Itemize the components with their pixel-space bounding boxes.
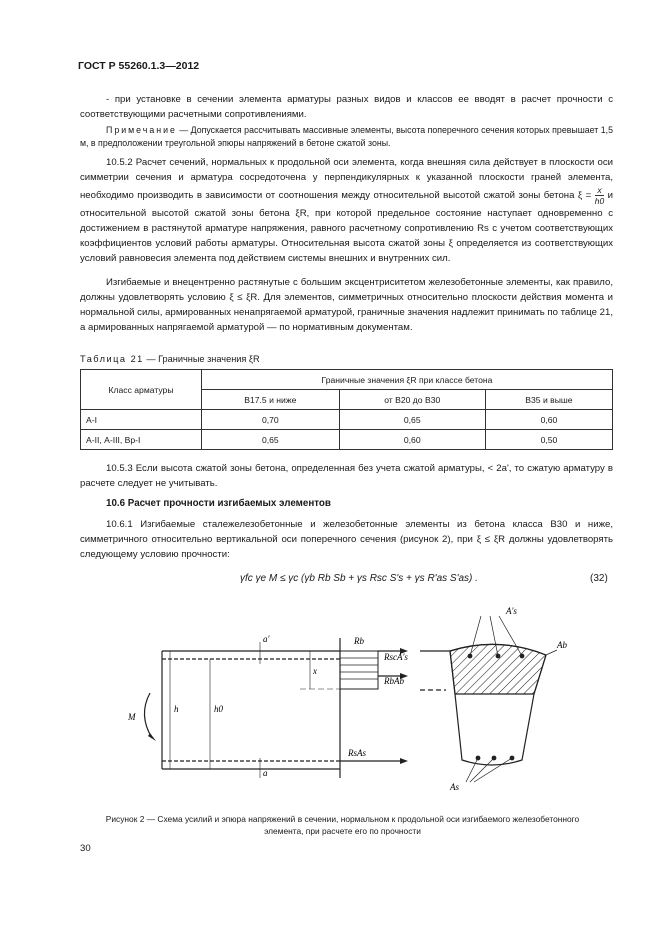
table-caption-text: — Граничные значения ξR [143, 354, 260, 364]
label-as: As [450, 782, 459, 792]
label-ab: Ab [557, 640, 567, 650]
table-cell-class: А-II, А-III, Вр-I [81, 430, 202, 450]
table-cell: 0,70 [202, 410, 340, 430]
table-cell: 0,60 [485, 410, 612, 430]
moment-arc [144, 693, 152, 738]
table-subheader-3: В35 и выше [485, 390, 612, 410]
label-rb: Rb [354, 636, 364, 646]
leader-line [474, 758, 512, 782]
page-number: 30 [80, 843, 91, 854]
formula-number: (32) [590, 573, 608, 584]
table-row [81, 410, 613, 430]
label-moment: M [128, 712, 136, 722]
table-cell-class: А-I [81, 410, 202, 430]
table-cell: 0,60 [339, 430, 485, 450]
table-cell: 0,50 [485, 430, 612, 450]
label-x: x [313, 666, 317, 676]
rebar-dot [510, 756, 515, 761]
table-subheader-2: от В20 до В30 [339, 390, 485, 410]
table-header-class: Класс арматуры [81, 370, 202, 410]
section-heading-10-6: 10.6 Расчет прочности изгибаемых элементов [106, 498, 331, 509]
paragraph-10-6-1: 10.6.1 Изгибаемые сталежелезобетонные и железобетонные элементы из бетона класса В30 и ниже, симметричного относительно вертикальной оси поперечного сечения (рисунок 2), при ξ ≤ ξR должны удовлетворять следующему условию прочности: [80, 519, 613, 560]
note [80, 124, 613, 150]
label-as-prime: A's [506, 606, 517, 616]
fraction-denominator: h0 [594, 196, 605, 206]
compressed-zone [450, 644, 546, 694]
arrowhead [400, 758, 408, 764]
fraction-numerator: x [595, 185, 604, 196]
rebar-dot [468, 654, 473, 659]
table-cell: 0,65 [339, 410, 485, 430]
label-rb-ab: RbAb [384, 676, 404, 686]
label-a: a [263, 768, 268, 778]
stress-block [340, 651, 378, 689]
fraction-x-h0 [595, 185, 604, 206]
table-subheader-1: В17.5 и ниже [202, 390, 340, 410]
leader-line [546, 650, 557, 655]
note-label: Примечание [106, 125, 177, 135]
rebar-dot [492, 756, 497, 761]
p1052-part-a: 10.5.2 Расчет сечений, нормальных к продольной оси элемента, когда внешняя сила действует в плоскости оси симметрии сечения и арматура сосредоточена у перпендикулярных к указанной плоскости граней элемента, необходимо производить в зависимости от соотношения между относительной высотой сжатой зоны бетона ξ = [80, 157, 613, 202]
label-rs-as: RsAs [348, 748, 366, 758]
rebar-dot [520, 654, 525, 659]
paragraph-bending: Изгибаемые и внецентренно растянутые с большим эксцентриситетом железобетонные элементы, как правило, должны удовлетворять условию ξ ≤ ξR. Для элементов, симметричных относительно плоскости действия момента и нормальной силы, армированных ненапрягаемой арматурой, граничные значения надлежит принимать по таблице 21, а армированных напрягаемой арматурой — по нормативным документам. [80, 277, 613, 333]
moment-arrowhead [148, 733, 156, 741]
p1052-part-b: и относительной высотой сжатой зоны бетона ξR, при которой предельное состояние наступает одновременно с достижением в растянутой арматуре напряжения, равного расчетному сопротивлению Rs с учетом соответствующих коэффициентов условий работы арматуры. Относительная высота сжатой зоны ξ определяется из соответствующих условий равновесия элемента под действием системы внешних и внутренних сил. [80, 190, 614, 264]
paragraph-intro: - при установке в сечении элемента арматуры разных видов и классов ее вводят в расчет прочности с соответствующими расчетными сопротивлениями. [80, 94, 613, 120]
formula-32: γfc γe M ≤ γc (γb Rb Sb + γs Rsc S's + γs R'as S'as) . [240, 573, 478, 584]
paragraph-10-5-2 [80, 155, 613, 266]
figure-caption: Рисунок 2 — Схема усилий и эпюра напряжений в сечении, нормальном к продольной оси изгибаемого железобетонного элемента, при расчете его по прочности [105, 814, 580, 836]
paragraph-10-5-3: 10.5.3 Если высота сжатой зоны бетона, определенная без учета сжатой арматуры, < 2a', то сжатую арматуру в расчете следует не учитывать. [80, 463, 613, 489]
rebar-dot [496, 654, 501, 659]
rebar-dot [476, 756, 481, 761]
note-text: — Допускается рассчитывать массивные элементы, высота поперечного сечения которых превышает 1,5 м, в предположении треугольной эпюры напряжений в бетоне сжатой зоны. [80, 125, 613, 148]
table-caption-label: Таблица 21 [80, 354, 144, 364]
leader-line [470, 758, 494, 782]
table-row [81, 430, 613, 450]
table-header-group: Граничные значения ξR при классе бетона [202, 370, 613, 390]
table-21 [80, 369, 613, 450]
figure-2-diagram [110, 598, 565, 798]
page-header: ГОСТ Р 55260.1.3—2012 [78, 60, 200, 72]
label-h0: h0 [214, 704, 223, 714]
label-rsc-as: RscA's [384, 652, 408, 662]
table-cell: 0,65 [202, 430, 340, 450]
label-a-prime: a' [263, 634, 270, 644]
table-caption [80, 354, 260, 364]
label-h: h [174, 704, 179, 714]
